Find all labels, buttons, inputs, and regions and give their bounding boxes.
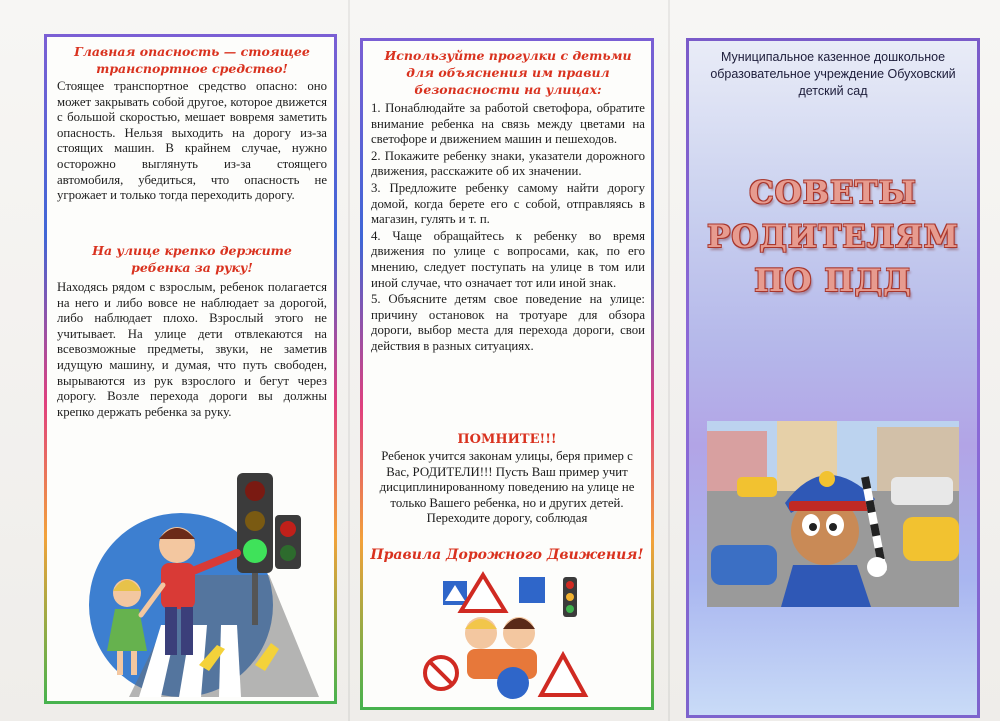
children-road-signs-illustration [423,571,593,701]
list-item: 2. Покажите ребенку знаки, указатели дорожного движения, расскажите об их значении. [371,148,645,179]
traffic-officer-boy-illustration [707,421,959,607]
heading-hold-hand: На улице крепко держите ребенка за руку! [92,243,292,275]
list-item: 4. Чаще обращайтесь к ребенку во время движения по улице с вопросами, как, по его мнению, следует поступать на улице в том или иной случае, что означает тот или иной знак. [371,228,645,290]
list-item: 5. Объясните детям свое поведение на улице: причину остановок на тротуаре для обзора дороги, выбор места для перехода дороги, свои действия в разных ситуациях. [371,292,645,353]
panel-cover [686,38,980,718]
cover-title-line: СОВЕТЫ [749,175,917,211]
list-item: 1. Понаблюдайте за работой светофора, обратите внимание ребенка на связь между цветами на светофоре и движением машин и пешеходов. [371,101,645,147]
cover-title-line: ПО ПДД [754,263,912,299]
organization-name: Муниципальное казенное дошкольное образовательное учреждение Обуховский детский сад [710,50,956,98]
children-crosswalk-traffic-light-illustration [69,465,319,697]
heading-standing-vehicle: Главная опасность — стоящее транспортное средство! [74,44,310,76]
cover-title [689,171,977,303]
heading-walks-advice: Используйте прогулки с детьми для объяснения им правил безопасности на улицах: [384,48,632,97]
panel-middle [360,38,654,710]
fold-line [668,0,670,721]
list-item: 3. Предложите ребенку самому найти дорогу домой, когда берете его с собой, отправляясь в магазин, гулять и т. п. [371,180,645,227]
text-standing-vehicle: Стоящее транспортное средство опасно: оно может закрывать собой другое, которое движется с большой скоростью, мешает вовремя заметить опасность. Нельзя выходить на дорогу из-за стоящих машин. В крайнем случае, нужно осторожно выглянуть из-за стоящего автомобиля, убедиться, что опасность не угрожает и только тогда переходить дорогу. [57,79,327,203]
traffic-rules-slogan: Правила Дорожного Движения! [370,547,644,563]
panel-left [44,34,337,704]
remember-text: Ребенок учится законам улицы, беря пример с Вас, РОДИТЕЛИ!!! Пусть Ваш пример учит дисциплинированному поведению на улице не только Вашего ребенка, но и других детей. Переходите дорогу, соблюдая [379,449,635,526]
advice-list [371,101,645,356]
text-hold-hand: Находясь рядом с взрослым, ребенок полагается на него и либо вовсе не наблюдает за дорогой, либо наблюдает плохо. Взрослый этого не учитывает. На улице дети отвлекаются на всевозможные предметы, звуки, не заметив идущую машину, и думая, что путь свободен, вырываются из рук взрослого и бегут через дорогу. Возле перехода дороги вы должны крепко держать ребенка за руку. [57,280,327,419]
fold-line [348,0,350,721]
cover-title-line: РОДИТЕЛЯМ [707,219,959,255]
remember-heading: ПОМНИТЕ!!! [457,432,557,447]
